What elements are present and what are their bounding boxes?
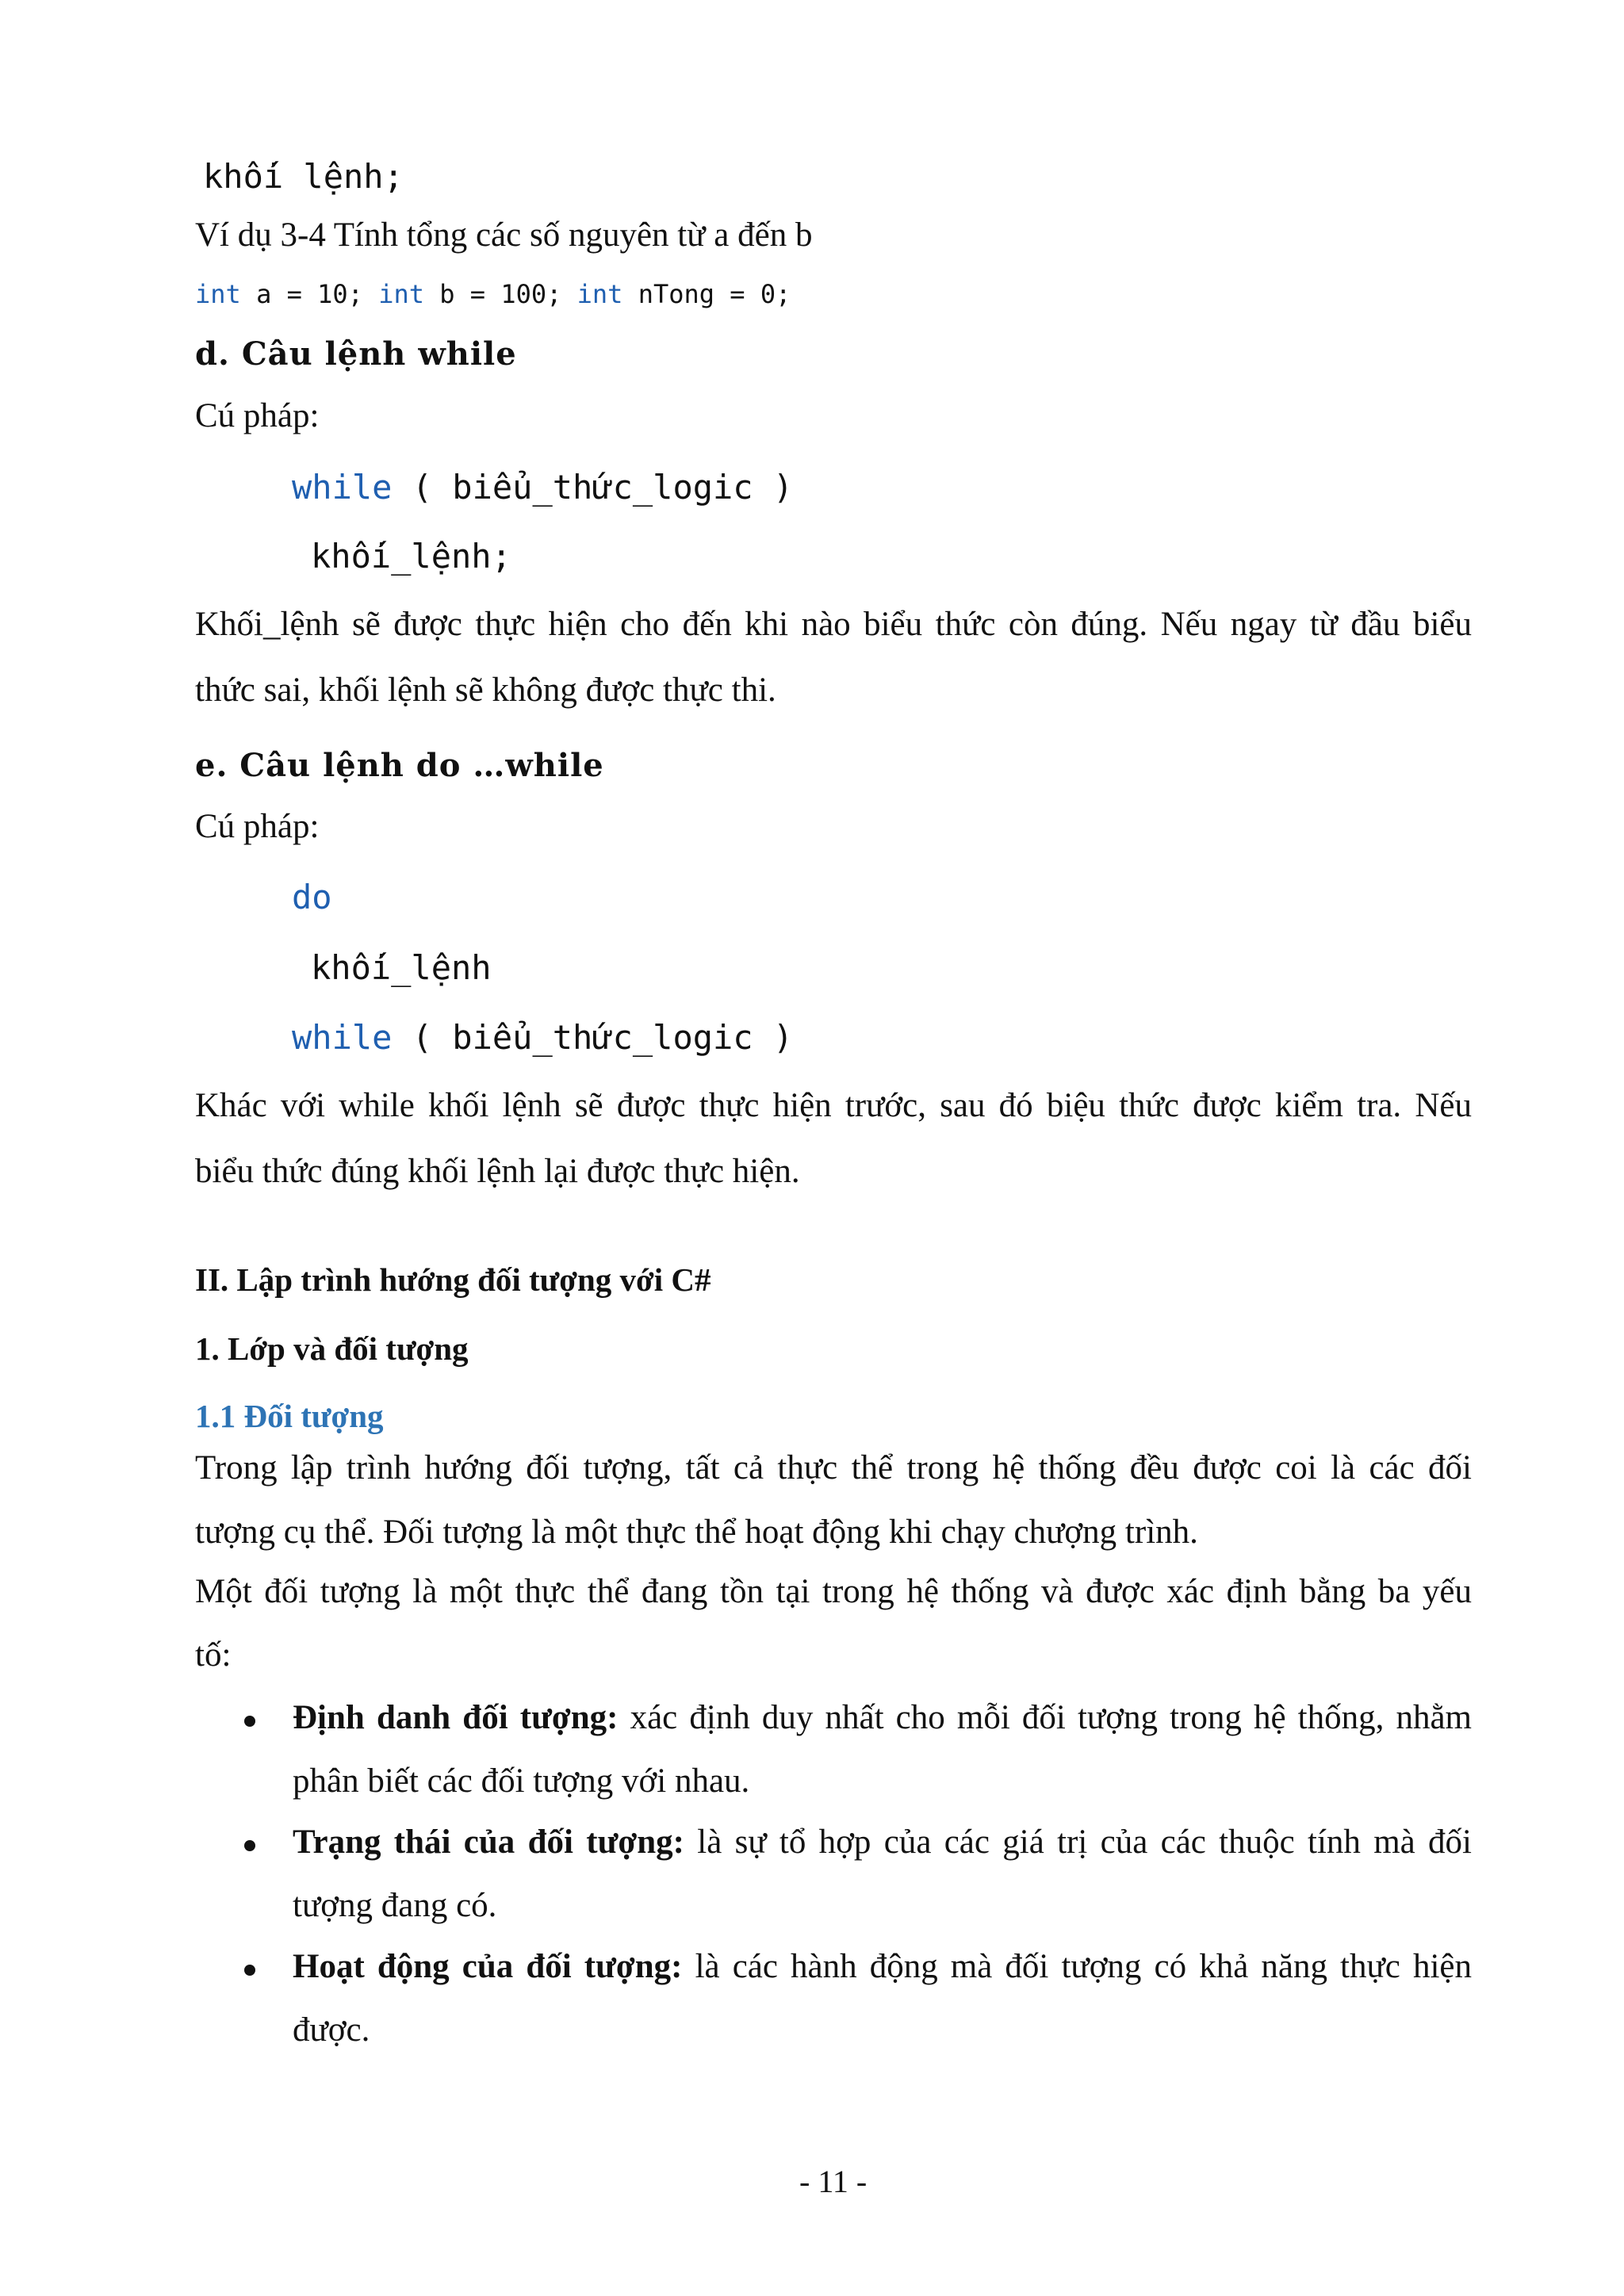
bullet-2-line-2: tượng đang có. [293, 1887, 497, 1924]
example-label: Ví dụ 3-4 Tính tổng các số nguyên từ a đến b [195, 216, 813, 254]
while-desc-line-1: Khối_lệnh sẽ được thực hiện cho đến khi nào biểu thức còn đúng. Nếu ngay từ đầu biểu [195, 606, 1472, 643]
keyword-while: while [292, 468, 393, 507]
bullet-1-line-2: phân biết các đối tượng với nhau. [293, 1762, 750, 1800]
bullet-text: là sự tổ hợp của các giá trị của các thuộc tính mà đối [684, 1823, 1473, 1861]
oop-paragraph-1-line-2: tượng cụ thể. Đối tượng là một thực thể hoạt động khi chạy chượng trình. [195, 1513, 1198, 1551]
keyword-int: int [195, 279, 241, 309]
subsub-title: 1.1 Đối tượng [195, 1398, 384, 1434]
do-desc-line-1: Khác với while khối lệnh sẽ được thực hiện trước, sau đó biệu thức được kiểm tra. Nếu [195, 1087, 1472, 1124]
code-part: nTong = 0; [622, 279, 791, 309]
code-part: ( biểu_thức_logic ) [392, 468, 794, 507]
code-declaration [195, 279, 791, 309]
while-desc-line-2: thức sai, khối lệnh sẽ không được thực thi. [195, 672, 776, 709]
syntax-label: Cú pháp: [195, 808, 320, 845]
code-part: a = 10; [240, 279, 379, 309]
bullet-term: Định danh đối tượng: [293, 1699, 619, 1736]
bullet-2-line-1 [293, 1825, 1472, 1859]
keyword-do: do [292, 878, 332, 916]
heading-do-while: e. Câu lệnh do …while [195, 747, 604, 784]
bullet-dot [244, 1840, 255, 1851]
keyword-int: int [576, 279, 623, 309]
while-syntax [292, 468, 793, 507]
keyword-int: int [378, 279, 424, 309]
bullet-term: Trạng thái của đối tượng: [293, 1823, 684, 1861]
bullet-3-line-1 [293, 1950, 1472, 1984]
oop-paragraph-2-line-2: tố: [195, 1636, 232, 1674]
do-while-syntax [292, 1018, 793, 1057]
bullet-dot [244, 1716, 255, 1727]
oop-paragraph-2-line-1: Một đối tượng là một thực thể đang tồn tại trong hệ thống và được xác định bằng ba yếu [195, 1573, 1472, 1610]
bullet-dot [244, 1965, 255, 1976]
do-body: khối_lệnh [311, 948, 492, 987]
do-desc-line-2: biểu thức đúng khối lệnh lại được thực hiện. [195, 1153, 800, 1190]
bullet-1-line-1 [293, 1701, 1472, 1735]
syntax-label: Cú pháp: [195, 397, 320, 434]
page-number: - 11 - [799, 2164, 868, 2199]
code-khoi-lenh: khối lệnh; [203, 157, 404, 196]
bullet-text: xác định duy nhất cho mỗi đối tượng trong hệ thống, nhằm [618, 1699, 1472, 1736]
code-part: b = 100; [423, 279, 577, 309]
subsection-title: 1. Lớp và đối tượng [195, 1330, 469, 1367]
bullet-text: là các hành động mà đối tượng có khả năng thực hiện [682, 1948, 1472, 1985]
oop-paragraph-1-line-1: Trong lập trình hướng đối tượng, tất cả thực thể trong hệ thống đều được coi là các đối [195, 1449, 1472, 1487]
code-part: ( biểu_thức_logic ) [392, 1018, 794, 1057]
bullet-term: Hoạt động của đối tượng: [293, 1948, 683, 1985]
heading-while: d. Câu lệnh while [195, 335, 517, 373]
bullet-3-line-2: được. [293, 2011, 370, 2049]
keyword-while: while [292, 1018, 393, 1057]
while-body: khối_lệnh; [311, 537, 511, 576]
section-title: II. Lập trình hướng đối tượng với C# [195, 1261, 711, 1298]
